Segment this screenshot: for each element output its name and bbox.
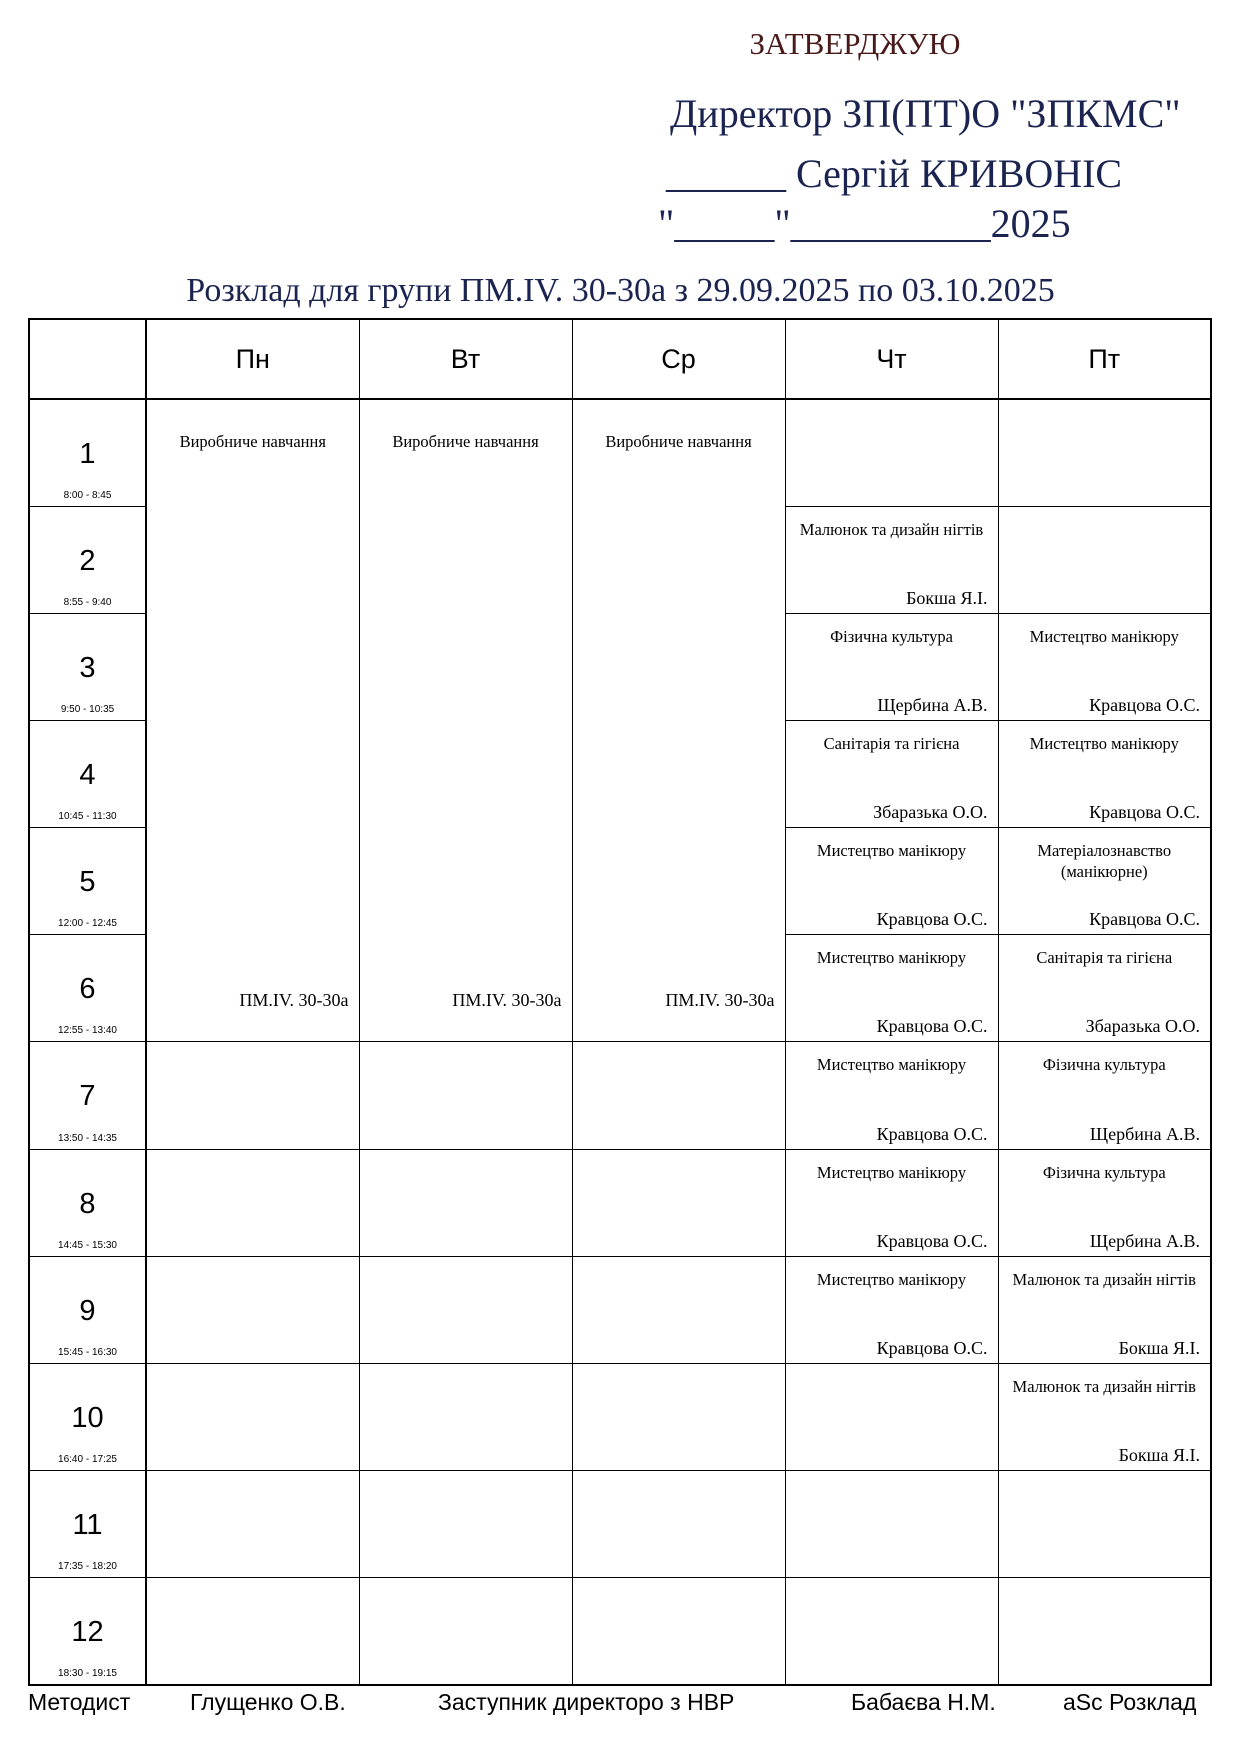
lesson-teacher: Бокша Я.І. — [1118, 1445, 1200, 1466]
empty-cell — [572, 1578, 785, 1685]
lesson-cell[interactable] — [785, 506, 998, 613]
lesson-cell[interactable] — [998, 1149, 1211, 1256]
lesson-subject: Фізична культура — [1042, 1055, 1166, 1075]
lesson-teacher: Кравцова О.С. — [1089, 694, 1200, 715]
lesson-subject: Виробниче навчання — [392, 432, 539, 451]
lesson-cell[interactable] — [785, 935, 998, 1042]
day-header-wed: Ср — [572, 319, 785, 399]
period-cell — [29, 1578, 146, 1685]
lesson-teacher: Щербина А.В. — [1089, 1123, 1200, 1144]
empty-cell — [359, 1578, 572, 1685]
empty-cell — [359, 1042, 572, 1149]
period-row — [29, 1042, 1211, 1149]
lesson-cell[interactable] — [998, 1042, 1211, 1149]
footer-methodist-name: Глущенко О.В. — [190, 1689, 346, 1715]
period-time: 15:45 - 16:30 — [58, 1346, 117, 1358]
lesson-subject: Санітарія та гігієна — [1036, 948, 1173, 968]
lesson-subject: Матеріалознавство (манікюрне) — [1037, 841, 1172, 882]
empty-cell — [785, 1363, 998, 1470]
period-cell — [29, 399, 146, 506]
period-number: 1 — [79, 438, 96, 470]
period-time: 8:55 - 9:40 — [63, 596, 112, 608]
period-number: 11 — [72, 1509, 103, 1542]
period-cell — [29, 613, 146, 720]
lesson-subject: Санітарія та гігієна — [823, 733, 960, 753]
period-number: 8 — [79, 1187, 96, 1220]
lesson-teacher: Збаразька О.О. — [873, 802, 988, 823]
footer-deputy-name: Бабаєва Н.М. — [851, 1689, 996, 1715]
lesson-teacher: Щербина А.В. — [877, 694, 988, 715]
empty-cell — [998, 506, 1211, 613]
lesson-teacher: Бокша Я.І. — [906, 587, 988, 608]
day-header-mon: Пн — [146, 319, 359, 399]
period-number: 10 — [71, 1401, 104, 1434]
lesson-subject: Виробниче навчання — [605, 432, 752, 451]
lesson-teacher: Збаразька О.О. — [1085, 1016, 1200, 1037]
period-number: 4 — [79, 758, 96, 791]
period-time: 9:50 - 10:35 — [60, 703, 115, 715]
approval-date-line: "_____"__________2025 — [658, 201, 1071, 246]
empty-cell — [998, 399, 1211, 506]
director-signature-line: ______ Сергій КРИВОНІС — [666, 151, 1123, 196]
period-number: 12 — [71, 1616, 104, 1649]
lesson-cell[interactable] — [998, 828, 1211, 935]
empty-cell — [998, 1471, 1211, 1578]
empty-cell — [146, 1042, 359, 1149]
period-time: 12:55 - 13:40 — [58, 1025, 117, 1037]
day-header-thu: Чт — [785, 319, 998, 399]
footer-software: aSc Розклад — [1063, 1689, 1197, 1715]
period-row — [29, 1578, 1211, 1685]
lesson-subject: Мистецтво манікюру — [816, 948, 967, 968]
lesson-subject: Фізична культура — [830, 626, 953, 646]
lesson-cell[interactable] — [998, 1363, 1211, 1470]
empty-cell — [146, 1578, 359, 1685]
empty-cell — [359, 1471, 572, 1578]
period-time: 10:45 - 11:30 — [58, 811, 117, 823]
lesson-group: ПМ.IV. 30-30а — [452, 990, 562, 1011]
empty-cell — [146, 1471, 359, 1578]
period-number: 2 — [79, 544, 96, 577]
period-time: 18:30 - 19:15 — [58, 1668, 117, 1679]
period-number: 3 — [79, 651, 96, 684]
lesson-mon-practice[interactable] — [146, 399, 359, 1042]
period-time: 17:35 - 18:20 — [58, 1561, 117, 1573]
period-cell — [29, 1471, 146, 1578]
period-time: 12:00 - 12:45 — [58, 918, 117, 930]
lesson-teacher: Кравцова О.С. — [876, 1337, 988, 1358]
lesson-subject: Малюнок та дизайн нігтів — [1012, 1269, 1196, 1289]
corner-cell — [29, 319, 146, 399]
period-cell — [29, 1363, 146, 1470]
footer-methodist-label: Методист — [28, 1689, 131, 1715]
period-number: 5 — [79, 866, 96, 899]
days-header-row — [29, 319, 1211, 399]
lesson-subject: Мистецтво манікюру — [816, 841, 967, 861]
lesson-subject: Мистецтво манікюру — [816, 1055, 967, 1075]
period-cell — [29, 1042, 146, 1149]
period-row — [29, 1149, 1211, 1256]
empty-cell — [572, 1256, 785, 1363]
lesson-cell[interactable] — [785, 720, 998, 827]
lesson-subject: Мистецтво манікюру — [1029, 733, 1179, 753]
schedule-table — [28, 318, 1212, 1686]
lesson-teacher: Кравцова О.С. — [876, 1016, 988, 1037]
empty-cell — [572, 1149, 785, 1256]
lesson-group: ПМ.IV. 30-30а — [239, 990, 349, 1011]
lesson-cell[interactable] — [785, 828, 998, 935]
period-number: 7 — [79, 1080, 96, 1113]
period-row — [29, 1256, 1211, 1363]
period-cell — [29, 1149, 146, 1256]
empty-cell — [146, 1149, 359, 1256]
empty-cell — [785, 399, 998, 506]
lesson-subject: Малюнок та дизайн нігтів — [799, 519, 984, 539]
lesson-teacher: Кравцова О.С. — [876, 1230, 988, 1251]
empty-cell — [146, 1363, 359, 1470]
lesson-teacher: Кравцова О.С. — [876, 1123, 988, 1144]
lesson-cell[interactable] — [785, 1042, 998, 1149]
lesson-teacher: Щербина А.В. — [1089, 1230, 1200, 1251]
empty-cell — [146, 1256, 359, 1363]
lesson-cell[interactable] — [998, 935, 1211, 1042]
lesson-teacher: Бокша Я.І. — [1118, 1337, 1200, 1358]
lesson-subject: Мистецтво манікюру — [1029, 626, 1179, 646]
schedule-title: Розклад для групи ПМ.IV. 30-30а з 29.09.2025 по 03.10.2025 — [186, 272, 1055, 309]
empty-cell — [998, 1578, 1211, 1685]
day-header-fri: Пт — [998, 319, 1211, 399]
period-time: 13:50 - 14:35 — [58, 1132, 117, 1144]
lesson-teacher: Кравцова О.С. — [1089, 909, 1200, 930]
period-number: 6 — [79, 973, 96, 1006]
lesson-cell[interactable] — [785, 613, 998, 720]
director-title: Директор ЗП(ПТ)О "ЗПКМС" — [670, 91, 1181, 136]
period-row — [29, 1471, 1211, 1578]
approval-stamp-label: ЗАТВЕРДЖУЮ — [749, 26, 961, 61]
empty-cell — [785, 1578, 998, 1685]
lesson-teacher: Кравцова О.С. — [876, 909, 988, 930]
period-row — [29, 399, 1211, 506]
period-cell — [29, 720, 146, 827]
period-cell — [29, 506, 146, 613]
lesson-cell[interactable] — [785, 1149, 998, 1256]
empty-cell — [572, 1363, 785, 1470]
period-time: 8:00 - 8:45 — [63, 489, 112, 501]
empty-cell — [359, 1363, 572, 1470]
lesson-subject: Мистецтво манікюру — [816, 1162, 967, 1182]
lesson-group: ПМ.IV. 30-30а — [665, 990, 775, 1011]
empty-cell — [572, 1042, 785, 1149]
period-cell — [29, 828, 146, 935]
empty-cell — [359, 1149, 572, 1256]
period-cell — [29, 1256, 146, 1363]
footer-deputy-label: Заступник директоро з НВР — [438, 1689, 735, 1715]
lesson-cell[interactable] — [998, 613, 1211, 720]
lesson-teacher: Кравцова О.С. — [1089, 802, 1200, 823]
lesson-subject: Малюнок та дизайн нігтів — [1012, 1376, 1196, 1396]
lesson-cell[interactable] — [998, 720, 1211, 827]
lesson-tue-practice[interactable] — [359, 399, 572, 1042]
period-number: 9 — [79, 1294, 96, 1327]
period-row — [29, 1363, 1211, 1470]
lesson-cell[interactable] — [785, 1256, 998, 1363]
empty-cell — [572, 1471, 785, 1578]
lesson-subject: Виробниче навчання — [179, 432, 326, 451]
empty-cell — [359, 1256, 572, 1363]
empty-cell — [785, 1471, 998, 1578]
period-cell — [29, 935, 146, 1042]
lesson-subject: Фізична культура — [1042, 1162, 1166, 1182]
period-time: 16:40 - 17:25 — [58, 1454, 117, 1466]
lesson-wed-practice[interactable] — [572, 399, 785, 1042]
lesson-cell[interactable] — [998, 1256, 1211, 1363]
day-header-tue: Вт — [359, 319, 572, 399]
lesson-subject: Мистецтво манікюру — [816, 1269, 967, 1289]
period-time: 14:45 - 15:30 — [58, 1239, 117, 1251]
